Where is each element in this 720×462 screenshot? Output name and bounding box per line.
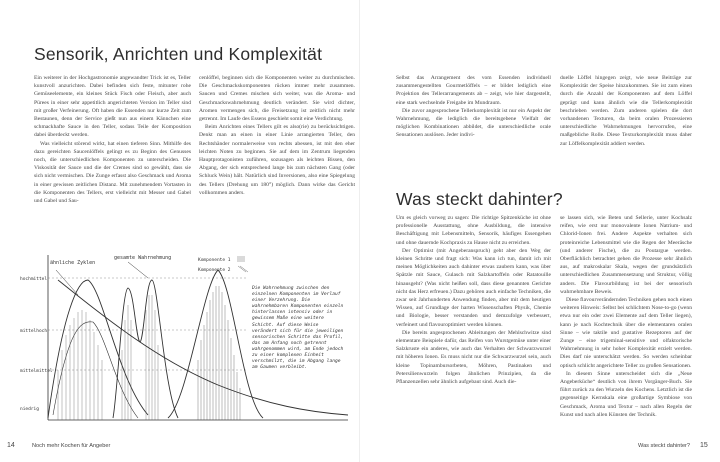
paragraph: Diese flavourverändernden Techniken gehen noch einen weiteren Hinweis: Selbst bei schlichtem Nose-to-go (wenn etwa nur ein oder zwei Elemente auf dem Teller liegen), kann je nach Kochtechnik über die elementaren oralen Sinne – wie taktile und gustative Rezeptoren auf der Zunge – eine trigeminal-sensitive und olfaktorische Wahrnehmung in sehr hoher Komplexität erzielt werden. Dies darf nie unterschätzt werden. So werden scheinbar optisch schlicht angerichtete Teller zu großen Sensationen.: [560, 297, 692, 369]
sketch-label-top-1: ähnliche Zyklen: [50, 260, 96, 266]
left-column-2: [199, 74, 355, 230]
page-number-right: 15: [700, 442, 708, 449]
right-column-1-bottom: [396, 214, 551, 438]
paragraph: duelle Löffel hingegen zeigt, wie neue Beiträge zur Komplexität der Speise hinzukommen. Sie ist zum einen durch die Anzahl der Komponenten auf dem Löffel geprägt und kann ähnlich wie die Tellerkomplexität beschrieben werden. Zum anderen spielen die dort vorhandenen Texturen, da beim oralen Prozessieren unterschiedliche Wahrnehmungen hervorrufen, eine maßgebliche Rolle. Diese Texturkomplexität muss daher zur Löffelkomplexität addiert werden.: [560, 75, 692, 147]
right-column-1-top: [396, 74, 551, 151]
left-column-1: [34, 74, 191, 230]
page-number-left: 14: [7, 442, 15, 449]
paragraph: se lassen sich, wie Beten und Sellerie, unter Kochsalz reifen, wie erst nur monovalente Ionen Natrium- und Chlorid-Ionen frei. Andere Aspekte verhalten sich proteinreiche Lebensmittel wie die Regen der Meeräsche (und anderer Fische), die zu Poutargue werden. Oberflächlich betrachtet gehen die Prozesse sehr ähnlich aus, auf makroskalar Skala, wegen der grundsätzlich unterschiedlichen Zusammensetzung und Struktur, völlig anders. Die Flavourbildung ist bei der sensorisch wahrnehmbare Beweis.: [560, 215, 692, 295]
paragraph: Was vielleicht störend wirkt, hat einen tieferen Sinn. Mithilfe des dazu gereichten Saucenlöffels gelingt es zu Beginn des Genusses noch, die unterschiedlichen Komponenten zu unterscheiden. Die Viskosität der Sauce und die der Cremes sind so gewählt, dass sie sich nicht vermischen. Die Zunge erfasst also Geschmack und Aroma in einer gewissen zeitlichen Distanz. Mit zunehmendem Vortasten in die Komponenten des Tellers, erst vielleicht mit Messer und Gabel und Gabel und Sau-: [34, 140, 191, 205]
paragraph: In diesem Sinne unterscheidet sich die „Neue Angeberküche“ deutlich von ihrem Vorgänger-Buch. Sie führt zurück zu den Wurzeln des Kochens. Letztlich ist die gegenseitige Kernskala eine großartige Symbiose von Geschmack, Aroma und Textur – nach allen Regeln der Kunst und nach allen Künsten der Technik.: [560, 370, 692, 418]
paragraph: cenlöffel, beginnen sich die Komponenten weiter zu durchmischen. Die Geschmackskomponenten rücken immer mehr zusammen. Saucen und Cremes mischen sich weiter, was die Aroma- und Geschmackswahrnehmung deutlich verändert. Sie wird dichter, Aromen vermengen sich, die Freisetzung ist zeitlich nicht mehr getrennt. Im Laufe des Essens geschieht somit eine Verdichtung.: [199, 75, 355, 123]
y-label-4: niedrig: [20, 407, 39, 412]
y-label-1: hochmittel: [20, 277, 48, 282]
legend-label-1: Komponente 1: [198, 258, 231, 263]
sketch-annotation: Die Wahrnehmung zwischen den einzelnen Komponenten im Verlauf einer Verzehrung. Die wahrnehmbaren Komponenten einzeln hinterlassen intensiv oder in gewissem Maße eine weitere Schicht. Auf diese Weise verändert sich für die jeweiligen sensorischen Schritte das Profil, das am Anfang noch getrennt wahrgenommen wird, am Ende jedoch zu einer komplexen Einheit verschmilzt, die im Abgang lange am Gaumen verbleibt.: [252, 286, 344, 371]
legend-label-2: Komponente 2: [198, 268, 231, 273]
paragraph: Die bereits angesprochenen Ableitungen der Mehlschwitze sind elementare Beispiele dafür, das Reifen von Wurstgemüse unter einer Salzkruste ein anderes, wie auch das Verhalten der Schwarzwurzel mit höheren Ionen. Es muss nicht nur die Schwarzwurzel sein, auch kleine Topinambursorbeten, Möhren, Pastinaken und Petersilienwurzeln folgen ähnlichen Prinzipien, da die Pflanzenzellen sehr ähnlich aufgebaut sind. Auch die-: [396, 329, 551, 386]
curve-peak-2: [113, 280, 178, 418]
right-column-2-top: [560, 74, 692, 151]
arrow: [56, 270, 78, 295]
right-column-2-bottom: [560, 214, 692, 438]
legend-swatch-2: [238, 266, 248, 272]
right-page-title: Was steckt dahinter?: [396, 189, 563, 209]
arrow: [128, 262, 148, 278]
y-label-3: mittelmittel: [20, 369, 53, 374]
running-footer-left: Noch mehr Kochen für Angeber: [32, 443, 111, 449]
paragraph: Um es gleich vorweg zu sagen: Die richtige Spitzenküche ist ohne professionelle Ausstattung, ohne Ausbildung, die intensive Beschäftigung mit Lebensmitteln, Sensorik, häufiges Essengehen und ohne dauernde Kochpraxis zu Hause nicht zu erreichen.: [396, 215, 551, 246]
paragraph: Ein weiterer in der Hochgastronomie angewandter Trick ist es, Teller kunstvoll anzurichten. Dabei befinden sich feste, mitunter rohe Gemüseelemente, ein kleines Stück Fisch oder Fleisch, aber auch Pürees in einer sehr appetitlich angerichteten Version im Teller sind mit großer Verfeinerung. Oft haben die Essenden nur kurze Zeit zum Bestaunen, denn der Service gießt nun aus einem Kännchen eine schmackhafte Sauce in den Teller, sodass Teile der Komposition dabei überdeckt werden.: [34, 75, 191, 139]
y-label-2: mittelhoch: [20, 329, 48, 334]
paragraph: Selbst das Arrangement des vom Essenden individuell zusammengestellten Gourmetlöffels – er bildet lediglich eine Projektion des Tellerarrangements ab – zeigt, wie hier dargestellt, eine stark wechselnde Freigabe im Mundraum.: [396, 75, 551, 106]
sketch-label-top-2: gesamte Wahrnehmung: [114, 255, 172, 261]
running-footer-right: Was steckt dahinter?: [638, 443, 691, 449]
left-page-title: Sensorik, Anrichten und Komplexität: [34, 44, 323, 64]
paragraph: Die zuvor angesprochene Tellerkomplexität ist nur ein Aspekt der Wahrnehmung, die lediglich die bereitsgebene Vielfalt der möglichen Kombinationen abbildet, die unterschiedliche orale Sensationen auslösen. Jeder indivi-: [396, 107, 551, 139]
paragraph: Beim Anrichten eines Tellers gilt es also(rie) zu berücksichtigen. Denkt man an einen in einer Linie arrangierten Teller, den Rechtshänder normalerweise von rechts abessen, ist mit den eher leichten Noten zu beginnen. Sie auf dem im Zentrum liegenden Hauptprotagonisten zuführen, sozusagen als leichten Bissen, den Abgang, der sich entsprechend lange bis zum nächsten Gang (oder Schluck Wein) hält. Natürlich sind Inversionen, also eine Spiegelung des Tellers (Drehung um 180°) möglich. Dann wirke das Gericht vollkommen anders.: [199, 124, 355, 196]
paragraph: Der Optimist (mit Angeberanspruch) geht aber den Weg der kleinen Schritte und fragt sich: Was kann ich tun, damit ich mit meinen Möglichkeiten auch dahinter etwas zaubern kann, was über Spätzle mit Sauce, Gulasch mit Salzkartoffeln oder Ratatouille hinausgeht? (Was nicht heißen soll, dass diese genannten Gerichte nicht das Herz erfreuen.) Dazu gehören auch einfache Techniken, die zwar seit Jahrhunderten Anwendung finden, aber mit dem heutigen Wissen, auf Grundlage der harten Wissenschaften Physik, Chemie und Biologie, besser verstanden und demzufolge verbessert, verfeinert und flavouroptimiert werden können.: [396, 247, 551, 328]
legend-swatch-1: [238, 256, 244, 262]
